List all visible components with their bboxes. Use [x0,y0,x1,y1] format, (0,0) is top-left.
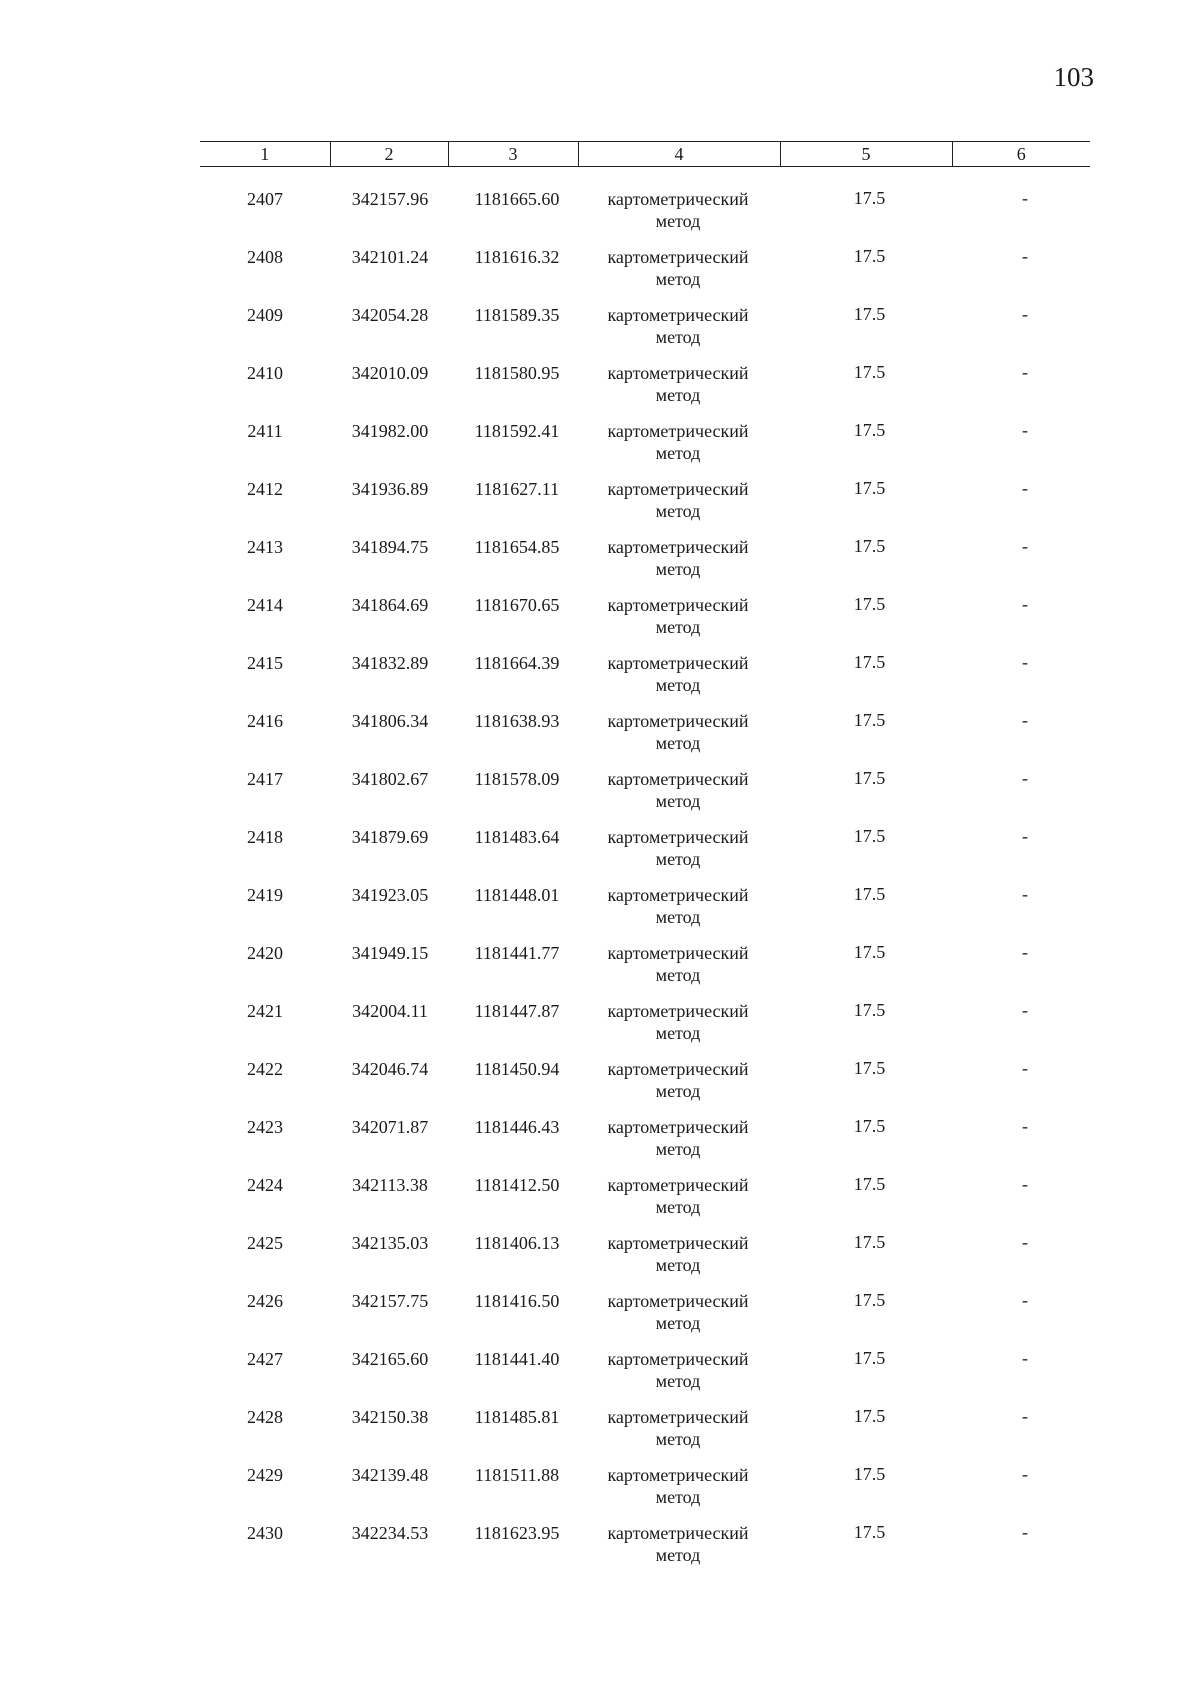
note-cell: - [1022,1174,1028,1194]
method-line-2: метод [655,849,701,869]
table-row [200,880,1090,938]
y-coordinate-cell: 1181670.65 [474,595,560,615]
point-number-cell: 2426 [247,1291,283,1311]
method-line-2: метод [655,1371,701,1391]
accuracy-cell: 17.5 [853,942,886,962]
accuracy-cell: 17.5 [853,1522,886,1542]
method-line-2: метод [655,1255,701,1275]
x-coordinate-cell: 342150.38 [351,1407,429,1427]
method-line-1: картометрический [607,943,749,963]
table-row [200,1112,1090,1170]
method-cell [578,478,778,522]
y-coordinate-cell: 1181446.43 [474,1117,560,1137]
point-number-cell: 2418 [247,827,283,847]
method-line-1: картометрический [607,1291,749,1311]
method-line-2: метод [655,907,701,927]
point-number-cell: 2410 [247,363,283,383]
table-row [200,1402,1090,1460]
table-row [200,474,1090,532]
method-line-2: метод [655,269,701,289]
note-cell: - [1022,362,1028,382]
accuracy-cell: 17.5 [853,652,886,672]
method-cell [578,884,778,928]
note-cell: - [1022,1290,1028,1310]
note-cell: - [1022,1232,1028,1252]
y-coordinate-cell: 1181441.40 [474,1349,560,1369]
point-number-cell: 2427 [247,1349,283,1369]
page-number: 103 [1053,62,1094,92]
x-coordinate-cell: 341936.89 [351,479,429,499]
point-number-cell: 2416 [247,711,283,731]
x-coordinate-cell: 341894.75 [351,537,429,557]
method-line-2: метод [655,327,701,347]
method-line-1: картометрический [607,1233,749,1253]
y-coordinate-cell: 1181406.13 [474,1233,560,1253]
note-cell: - [1022,594,1028,614]
table-row [200,300,1090,358]
table-row [200,1228,1090,1286]
point-number-cell: 2408 [247,247,283,267]
accuracy-cell: 17.5 [853,1058,886,1078]
note-cell: - [1022,1116,1028,1136]
y-coordinate-cell: 1181447.87 [474,1001,560,1021]
y-coordinate-cell: 1181592.41 [474,421,560,441]
method-line-2: метод [655,385,701,405]
note-cell: - [1022,478,1028,498]
note-cell: - [1022,188,1028,208]
x-coordinate-cell: 342004.11 [352,1001,428,1021]
x-coordinate-cell: 342071.87 [351,1117,429,1137]
method-cell [578,1464,778,1508]
table-row [200,1344,1090,1402]
method-line-1: картометрический [607,769,749,789]
y-coordinate-cell: 1181511.88 [474,1465,560,1485]
x-coordinate-cell: 341802.67 [351,769,429,789]
note-cell: - [1022,246,1028,266]
x-coordinate-cell: 342046.74 [351,1059,429,1079]
table-row [200,764,1090,822]
point-number-cell: 2424 [247,1175,283,1195]
y-coordinate-cell: 1181664.39 [474,653,560,673]
method-cell [578,1406,778,1450]
table-row [200,1054,1090,1112]
note-cell: - [1022,420,1028,440]
y-coordinate-cell: 1181665.60 [474,189,560,209]
method-line-1: картометрический [607,885,749,905]
y-coordinate-cell: 1181627.11 [474,479,560,499]
accuracy-cell: 17.5 [853,1406,886,1426]
table-row [200,242,1090,300]
x-coordinate-cell: 342135.03 [351,1233,429,1253]
point-number-cell: 2414 [247,595,283,615]
y-coordinate-cell: 1181638.93 [474,711,560,731]
method-cell [578,1522,778,1566]
table-row [200,996,1090,1054]
note-cell: - [1022,1464,1028,1484]
method-cell [578,826,778,870]
point-number-cell: 2423 [247,1117,283,1137]
note-cell: - [1022,826,1028,846]
method-line-1: картометрический [607,1175,749,1195]
x-coordinate-cell: 341864.69 [351,595,429,615]
accuracy-cell: 17.5 [853,1232,886,1252]
method-cell [578,304,778,348]
note-cell: - [1022,536,1028,556]
column-header-2: 2 [330,142,448,167]
point-number-cell: 2425 [247,1233,283,1253]
method-line-1: картометрический [607,1465,749,1485]
point-number-cell: 2409 [247,305,283,325]
accuracy-cell: 17.5 [853,362,886,382]
note-cell: - [1022,1058,1028,1078]
table-row [200,938,1090,996]
method-line-1: картометрический [607,1523,749,1543]
column-header-3: 3 [448,142,578,167]
method-line-1: картометрический [607,363,749,383]
column-header-1: 1 [200,142,330,167]
method-cell [578,1290,778,1334]
method-cell [578,420,778,464]
method-cell [578,1000,778,1044]
method-line-1: картометрический [607,537,749,557]
table-row [200,822,1090,880]
point-number-cell: 2420 [247,943,283,963]
accuracy-cell: 17.5 [853,1000,886,1020]
x-coordinate-cell: 341923.05 [351,885,429,905]
method-line-1: картометрический [607,189,749,209]
x-coordinate-cell: 342157.75 [351,1291,429,1311]
method-line-2: метод [655,733,701,753]
column-header-5: 5 [780,142,952,167]
accuracy-cell: 17.5 [853,710,886,730]
method-line-2: метод [655,1313,701,1333]
method-line-1: картометрический [607,827,749,847]
y-coordinate-cell: 1181450.94 [474,1059,560,1079]
table-row [200,1170,1090,1228]
note-cell: - [1022,1522,1028,1542]
point-number-cell: 2415 [247,653,283,673]
method-line-1: картометрический [607,595,749,615]
method-line-2: метод [655,1429,701,1449]
method-line-2: метод [655,965,701,985]
accuracy-cell: 17.5 [853,246,886,266]
accuracy-cell: 17.5 [853,304,886,324]
y-coordinate-cell: 1181441.77 [474,943,560,963]
x-coordinate-cell: 341832.89 [351,653,429,673]
accuracy-cell: 17.5 [853,188,886,208]
table-row [200,184,1090,242]
point-number-cell: 2417 [247,769,283,789]
point-number-cell: 2430 [247,1523,283,1543]
note-cell: - [1022,1348,1028,1368]
method-line-1: картометрический [607,247,749,267]
method-line-1: картометрический [607,653,749,673]
x-coordinate-cell: 342165.60 [351,1349,429,1369]
y-coordinate-cell: 1181654.85 [474,537,560,557]
method-line-1: картометрический [607,1117,749,1137]
method-cell [578,1348,778,1392]
method-line-1: картометрический [607,305,749,325]
method-line-1: картометрический [607,1349,749,1369]
method-cell [578,768,778,812]
accuracy-cell: 17.5 [853,1290,886,1310]
x-coordinate-cell: 341879.69 [351,827,429,847]
table-row [200,706,1090,764]
method-cell [578,362,778,406]
accuracy-cell: 17.5 [853,536,886,556]
y-coordinate-cell: 1181616.32 [474,247,560,267]
method-cell [578,1174,778,1218]
point-number-cell: 2411 [247,421,283,441]
method-line-1: картометрический [607,1001,749,1021]
x-coordinate-cell: 342139.48 [351,1465,429,1485]
method-line-2: метод [655,791,701,811]
method-cell [578,594,778,638]
x-coordinate-cell: 341949.15 [351,943,429,963]
point-number-cell: 2413 [247,537,283,557]
accuracy-cell: 17.5 [853,594,886,614]
method-line-2: метод [655,675,701,695]
point-number-cell: 2421 [247,1001,283,1021]
method-line-1: картометрический [607,479,749,499]
y-coordinate-cell: 1181485.81 [474,1407,560,1427]
note-cell: - [1022,1406,1028,1426]
table-row [200,1518,1090,1576]
y-coordinate-cell: 1181412.50 [474,1175,560,1195]
method-cell [578,246,778,290]
note-cell: - [1022,652,1028,672]
note-cell: - [1022,1000,1028,1020]
method-line-2: метод [655,211,701,231]
point-number-cell: 2412 [247,479,283,499]
y-coordinate-cell: 1181416.50 [474,1291,560,1311]
point-number-cell: 2428 [247,1407,283,1427]
table-row [200,1460,1090,1518]
method-line-2: метод [655,617,701,637]
column-header-6: 6 [952,142,1090,167]
method-line-2: метод [655,559,701,579]
method-line-2: метод [655,1545,701,1565]
note-cell: - [1022,942,1028,962]
method-cell [578,942,778,986]
x-coordinate-cell: 342234.53 [351,1523,429,1543]
method-line-2: метод [655,443,701,463]
x-coordinate-cell: 342157.96 [351,189,429,209]
method-line-2: метод [655,1081,701,1101]
method-cell [578,1058,778,1102]
accuracy-cell: 17.5 [853,1464,886,1484]
method-line-1: картометрический [607,711,749,731]
x-coordinate-cell: 342010.09 [351,363,429,383]
table-row [200,532,1090,590]
method-cell [578,536,778,580]
note-cell: - [1022,710,1028,730]
accuracy-cell: 17.5 [853,826,886,846]
table-header [200,141,1090,167]
y-coordinate-cell: 1181578.09 [474,769,560,789]
table-row [200,416,1090,474]
method-line-1: картометрический [607,1407,749,1427]
x-coordinate-cell: 342054.28 [351,305,429,325]
x-coordinate-cell: 342101.24 [351,247,429,267]
y-coordinate-cell: 1181448.01 [474,885,560,905]
table-row [200,648,1090,706]
method-line-1: картометрический [607,1059,749,1079]
note-cell: - [1022,768,1028,788]
table-row [200,358,1090,416]
y-coordinate-cell: 1181589.35 [474,305,560,325]
method-cell [578,1116,778,1160]
method-line-2: метод [655,1139,701,1159]
y-coordinate-cell: 1181623.95 [474,1523,560,1543]
method-cell [578,652,778,696]
method-line-2: метод [655,501,701,521]
method-line-1: картометрический [607,421,749,441]
method-line-2: метод [655,1023,701,1043]
y-coordinate-cell: 1181483.64 [474,827,560,847]
point-number-cell: 2419 [247,885,283,905]
table-row [200,1286,1090,1344]
method-cell [578,188,778,232]
x-coordinate-cell: 341982.00 [351,421,429,441]
point-number-cell: 2429 [247,1465,283,1485]
point-number-cell: 2407 [247,189,283,209]
note-cell: - [1022,304,1028,324]
x-coordinate-cell: 341806.34 [351,711,429,731]
method-line-2: метод [655,1197,701,1217]
table-body [200,184,1090,1576]
method-cell [578,1232,778,1276]
accuracy-cell: 17.5 [853,478,886,498]
note-cell: - [1022,884,1028,904]
method-cell [578,710,778,754]
accuracy-cell: 17.5 [853,1348,886,1368]
x-coordinate-cell: 342113.38 [352,1175,428,1195]
accuracy-cell: 17.5 [853,1116,886,1136]
y-coordinate-cell: 1181580.95 [474,363,560,383]
method-line-2: метод [655,1487,701,1507]
accuracy-cell: 17.5 [853,420,886,440]
accuracy-cell: 17.5 [853,1174,886,1194]
accuracy-cell: 17.5 [853,884,886,904]
column-header-4: 4 [578,142,780,167]
table-row [200,590,1090,648]
point-number-cell: 2422 [247,1059,283,1079]
accuracy-cell: 17.5 [853,768,886,788]
